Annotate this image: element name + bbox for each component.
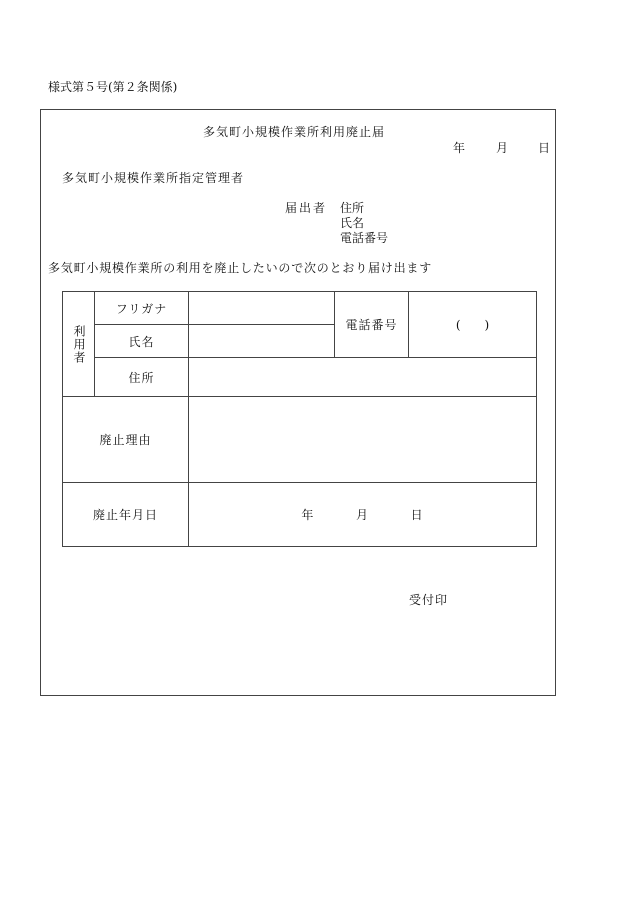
reception-stamp-label: 受付印 — [409, 593, 449, 607]
reason-field[interactable] — [189, 397, 537, 483]
name-field[interactable] — [189, 325, 335, 358]
phone-field[interactable]: ( ) — [409, 292, 537, 358]
furigana-field[interactable] — [189, 292, 335, 325]
furigana-label: フリガナ — [95, 292, 189, 325]
submission-date-month: 月 — [496, 141, 509, 155]
form-number: 様式第５号(第２条関係) — [48, 80, 178, 94]
name-label: 氏名 — [95, 325, 189, 358]
address-field[interactable] — [189, 358, 537, 397]
phone-label: 電話番号 — [335, 292, 409, 358]
termination-date-label: 廃止年月日 — [63, 483, 189, 547]
applicant-name-label: 氏名 — [340, 216, 365, 230]
reason-label: 廃止理由 — [63, 397, 189, 483]
termination-date-year: 年 — [301, 508, 315, 522]
applicant-label: 届出者 — [285, 201, 328, 215]
termination-date-month: 月 — [355, 508, 369, 522]
addressee: 多気町小規模作業所指定管理者 — [62, 171, 245, 185]
form-title: 多気町小規模作業所利用廃止届 — [203, 125, 386, 139]
applicant-address-label: 住所 — [340, 201, 365, 215]
user-group-label: 利用者 — [72, 324, 86, 364]
submission-date-day: 日 — [538, 141, 551, 155]
termination-date-day: 日 — [410, 508, 424, 522]
termination-date-field[interactable] — [189, 483, 537, 547]
submission-date-year: 年 — [453, 141, 466, 155]
user-info-table — [62, 291, 537, 547]
user-group-cell — [63, 292, 95, 397]
statement: 多気町小規模作業所の利用を廃止したいので次のとおり届け出ます — [48, 261, 433, 275]
address-label: 住所 — [95, 358, 189, 397]
applicant-phone-label: 電話番号 — [340, 231, 389, 245]
